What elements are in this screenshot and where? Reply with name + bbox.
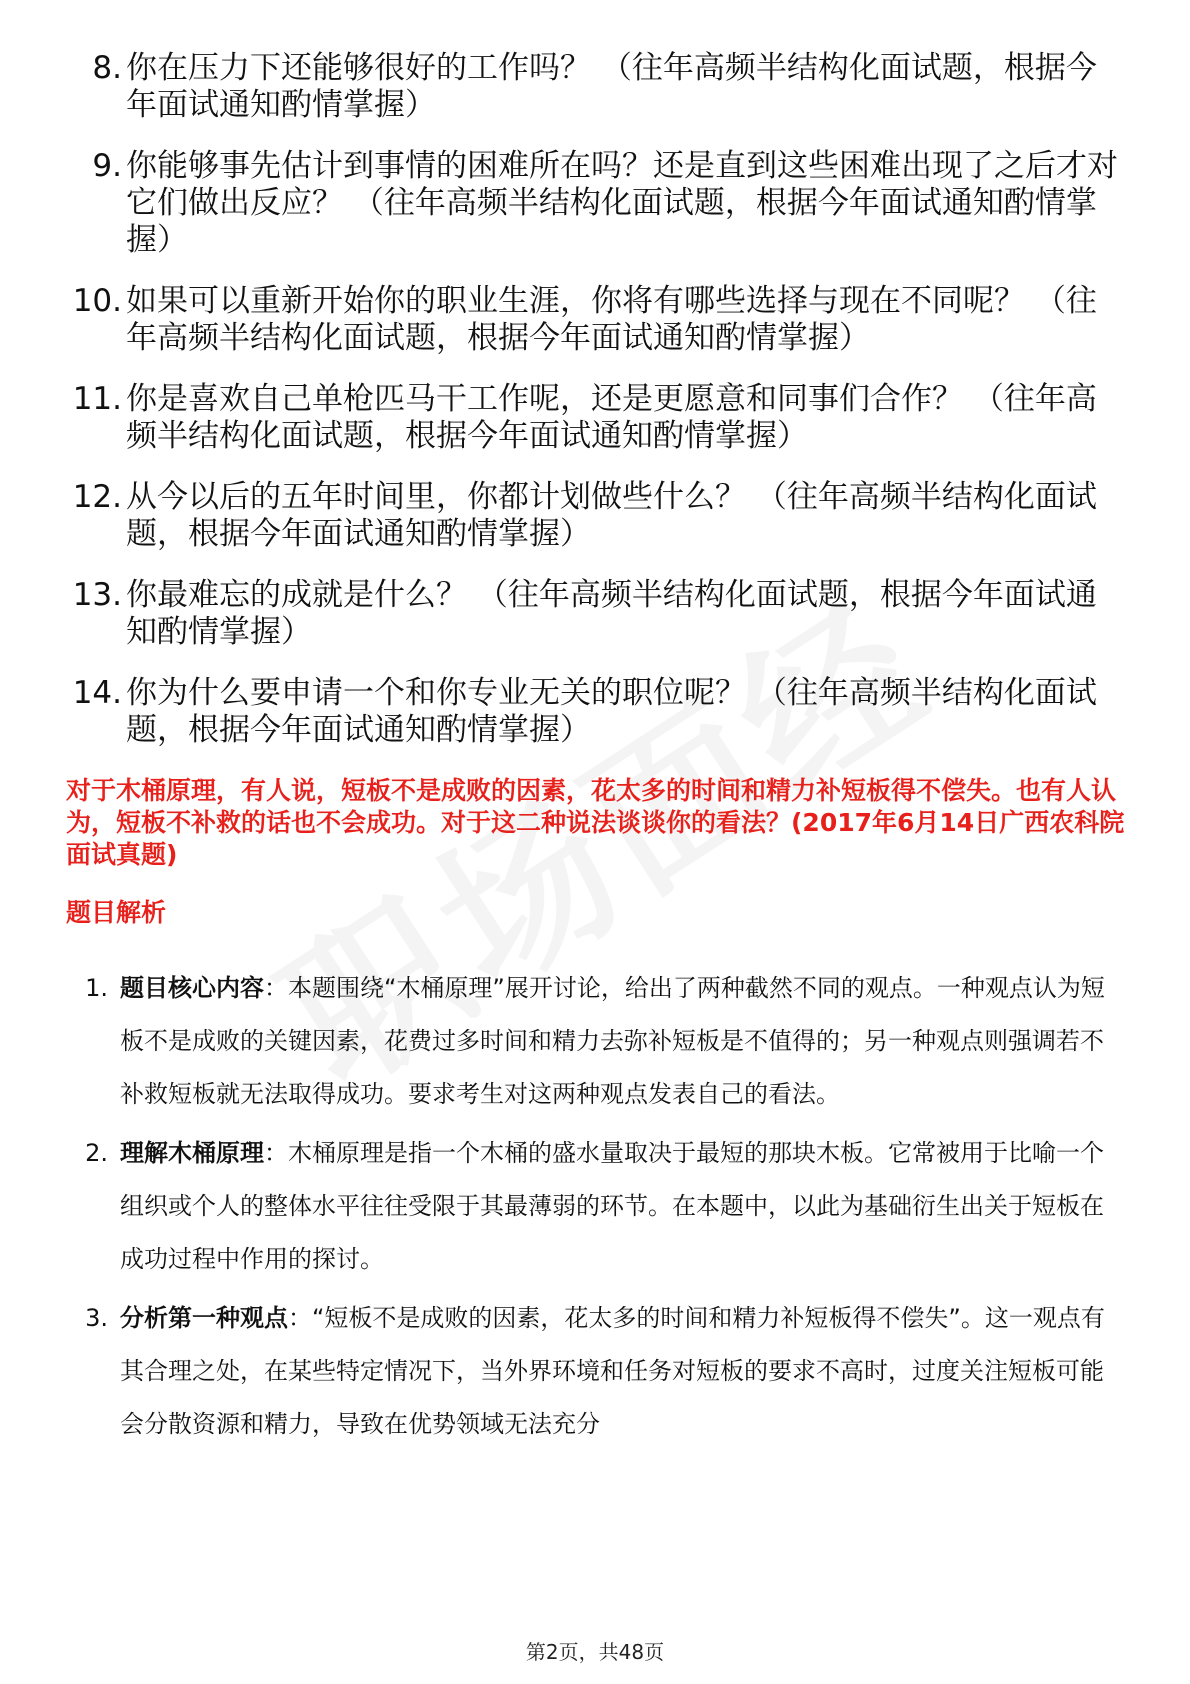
analysis-list — [80, 962, 1120, 1457]
question-text: 你最难忘的成就是什么？ （往年高频半结构化面试题，根据今年面试通知酌情掌握） — [126, 577, 1097, 650]
question-item — [70, 577, 1120, 651]
question-number: 12. — [72, 479, 122, 515]
question-number: 8. — [92, 50, 122, 86]
analysis-title: 理解木桶原理 — [120, 1139, 264, 1167]
question-number: 9. — [92, 148, 122, 184]
analysis-number: 3. — [85, 1304, 108, 1332]
analysis-text: ：本题围绕“木桶原理”展开讨论，给出了两种截然不同的观点。一种观点认为短板不是成败的关键因素，花费过多时间和精力去弥补短板是不值得的；另一种观点则强调若不补救短板就无法取得成功。要求考生对这两种观点发表自己的看法。 — [120, 974, 1105, 1108]
analysis-item — [80, 1127, 1120, 1286]
featured-question: 对于木桶原理，有人说，短板不是成败的因素，花太多的时间和精力补短板得不偿失。也有人认为，短板不补救的话也不会成功。对于这二种说法谈谈你的看法？(2017年6月14日广西农科院面试真题) — [66, 776, 1125, 869]
question-text: 你能够事先估计到事情的困难所在吗？还是直到这些困难出现了之后才对它们做出反应？ （往年高频半结构化面试题，根据今年面试通知酌情掌握） — [126, 148, 1118, 258]
question-item — [70, 148, 1120, 259]
featured-question-block — [66, 775, 1126, 929]
page-footer — [0, 1636, 1190, 1665]
analysis-text: ：木桶原理是指一个木桶的盛水量取决于最短的那块木板。它常被用于比喻一个组织或个人的整体水平往往受限于其最薄弱的环节。在本题中，以此为基础衍生出关于短板在成功过程中作用的探讨。 — [120, 1139, 1104, 1273]
question-list — [70, 50, 1120, 773]
question-text: 如果可以重新开始你的职业生涯，你将有哪些选择与现在不同呢？ （往年高频半结构化面试题，根据今年面试通知酌情掌握） — [126, 283, 1097, 356]
question-item — [70, 283, 1120, 357]
page-number: 第2页，共48页 — [525, 1640, 665, 1664]
analysis-item — [80, 962, 1120, 1121]
question-item — [70, 381, 1120, 455]
question-item — [70, 479, 1120, 553]
question-number: 13. — [72, 577, 122, 613]
question-number: 10. — [72, 283, 122, 319]
question-text: 你为什么要申请一个和你专业无关的职位呢？ （往年高频半结构化面试题，根据今年面试通知酌情掌握） — [126, 675, 1097, 748]
analysis-title: 题目核心内容 — [120, 974, 264, 1002]
analysis-number: 1. — [85, 974, 108, 1002]
analysis-number: 2. — [85, 1139, 108, 1167]
analysis-text: ：“短板不是成败的因素，花太多的时间和精力补短板得不偿失”。这一观点有其合理之处，在某些特定情况下，当外界环境和任务对短板的要求不高时，过度关注短板可能会分散资源和精力，导致在优势领域无法充分 — [120, 1304, 1105, 1438]
analysis-heading: 题目解析 — [66, 898, 167, 927]
question-text: 你在压力下还能够很好的工作吗？ （往年高频半结构化面试题，根据今年面试通知酌情掌握） — [126, 50, 1097, 123]
question-text: 从今以后的五年时间里，你都计划做些什么？ （往年高频半结构化面试题，根据今年面试通知酌情掌握） — [126, 479, 1097, 552]
question-text: 你是喜欢自己单枪匹马干工作呢，还是更愿意和同事们合作？ （往年高频半结构化面试题，根据今年面试通知酌情掌握） — [126, 381, 1097, 454]
question-item — [70, 675, 1120, 749]
question-item — [70, 50, 1120, 124]
question-number: 11. — [72, 381, 122, 417]
analysis-item — [80, 1292, 1120, 1451]
analysis-title: 分析第一种观点 — [120, 1304, 288, 1332]
question-number: 14. — [72, 675, 122, 711]
